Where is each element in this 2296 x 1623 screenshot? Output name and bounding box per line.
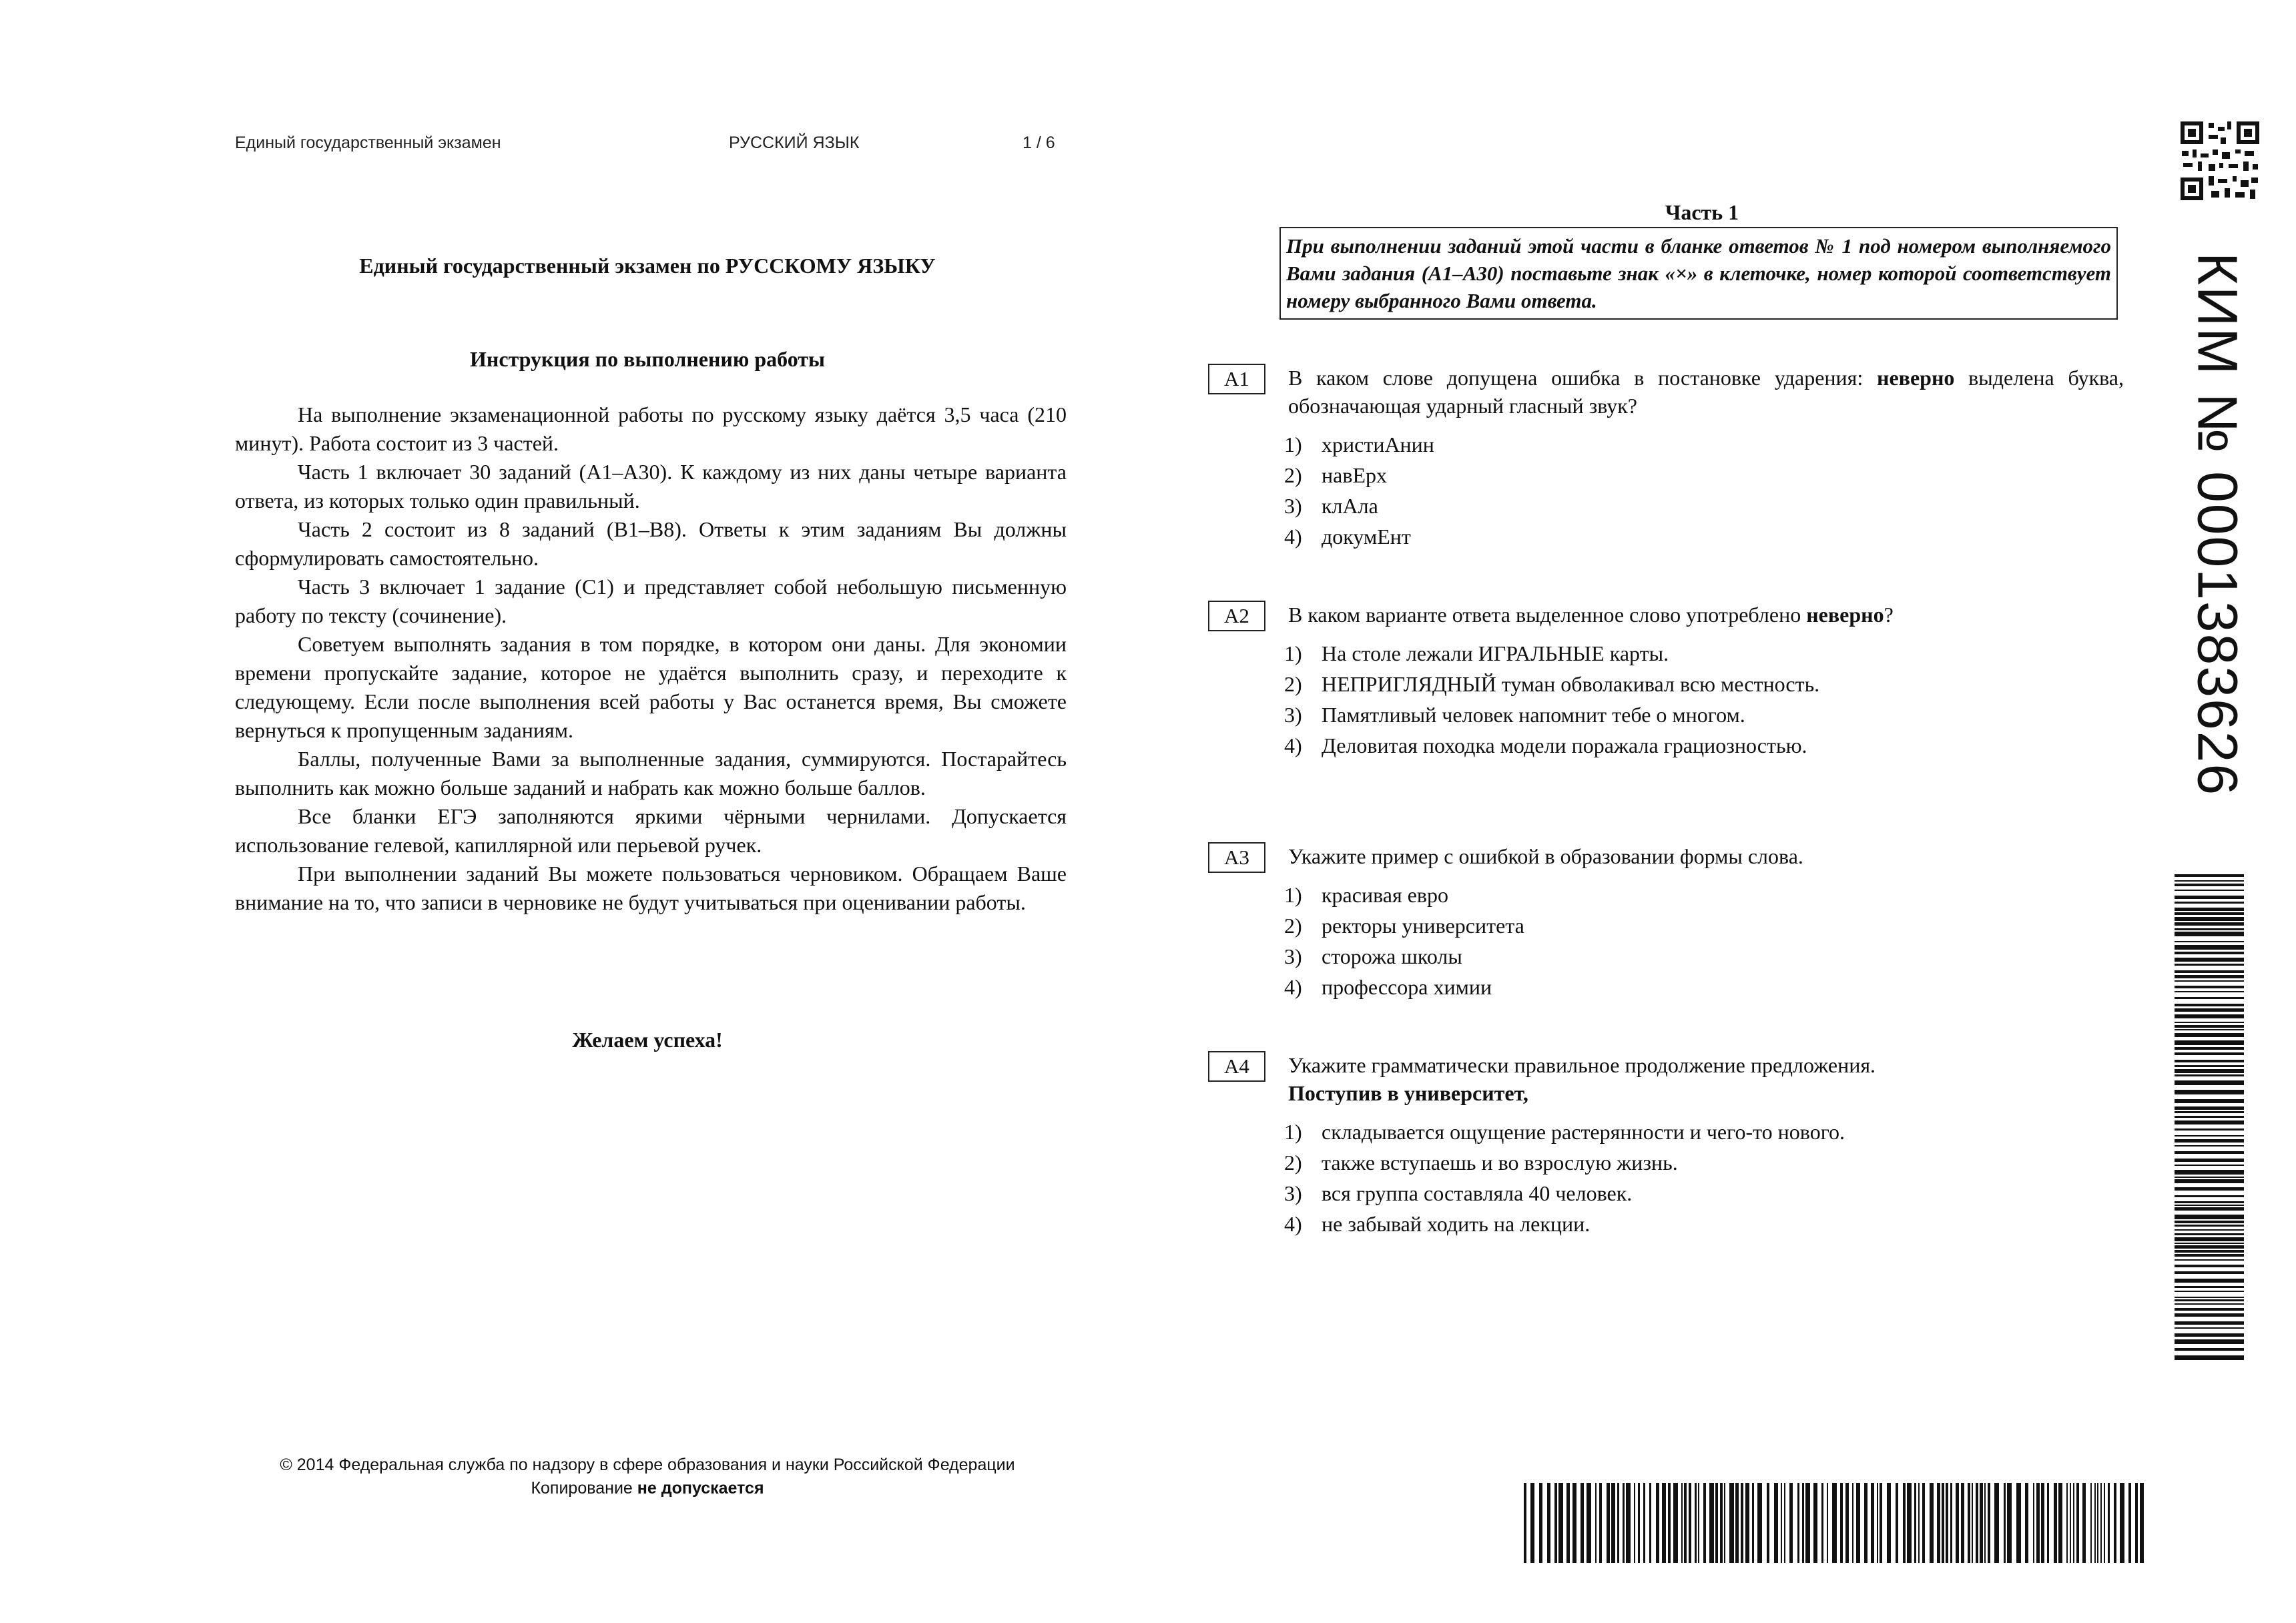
barcode-bar (1984, 1483, 1986, 1563)
option-number: 4) (1284, 1212, 1302, 1236)
barcode-bar (1937, 1483, 1940, 1563)
barcode-bar (1805, 1483, 1810, 1563)
barcode-bar (2175, 1265, 2244, 1267)
barcode-bar (2175, 922, 2244, 926)
barcode-bar (1918, 1483, 1920, 1563)
barcode-bar (2175, 945, 2244, 950)
barcode-bar (2175, 1207, 2244, 1211)
barcode-bar (2175, 1259, 2244, 1261)
barcode-bar (2175, 1069, 2244, 1073)
question-emphasis: неверно (1806, 603, 1884, 627)
barcode-bar (1832, 1483, 1837, 1563)
barcode-bar (2175, 952, 2244, 954)
barcode-bar (1950, 1483, 1952, 1563)
barcode-bar (1784, 1483, 1785, 1563)
barcode-bar (1942, 1483, 1944, 1563)
barcode-bar (1681, 1483, 1683, 1563)
barcode-bar (2175, 1165, 2244, 1166)
barcode-bar (1852, 1483, 1853, 1563)
barcode-bar (2175, 1106, 2244, 1110)
question-text: Укажите грамматически правильное продолжение предложения. (1288, 1053, 1876, 1077)
barcode-bar (1715, 1483, 1718, 1563)
barcode-bar (1649, 1483, 1651, 1563)
barcode-bar (2175, 1116, 2244, 1118)
barcode-bar (1976, 1483, 1978, 1563)
instruction-paragraph: Часть 3 включает 1 задание (С1) и представляет собой небольшую письменную работу по тексту (сочинение). (235, 575, 1067, 627)
barcode-bar (2058, 1483, 2062, 1563)
barcode-bar (2175, 917, 2244, 921)
barcode-bar (1703, 1483, 1706, 1563)
option-text: НЕПРИГЛЯДНЫЙ туман обволакивал всю местность. (1322, 672, 1820, 696)
barcode-bar (1930, 1483, 1934, 1563)
barcode-bar (1634, 1483, 1635, 1563)
instruction-paragraph: Все бланки ЕГЭ заполняются яркими чёрными чернилами. Допускается использование гелевой, капиллярной или перьевой ручек. (235, 804, 1067, 857)
answer-option (1284, 670, 2124, 701)
barcode-bar (2175, 986, 2244, 988)
barcode-bar (1988, 1483, 1990, 1563)
barcode-bar (2175, 980, 2244, 982)
barcode-bar (2108, 1483, 2110, 1563)
barcode-bar (2094, 1483, 2096, 1563)
barcode-bar (2175, 1128, 2244, 1130)
barcode-bar (1689, 1483, 1691, 1563)
barcode-bar (1587, 1483, 1591, 1563)
answer-option (1284, 639, 2124, 670)
barcode-bar (1980, 1483, 1983, 1563)
barcode-bar (2175, 1225, 2244, 1227)
copyright-line: © 2014 Федеральная служба по надзору в сфере образования и науки Российской Федерации (280, 1455, 1015, 1474)
barcode-bar (2175, 896, 2244, 899)
barcode-bar (1767, 1483, 1769, 1563)
barcode-bar (2175, 1170, 2244, 1175)
barcode-bar (2036, 1483, 2040, 1563)
barcode-bar (2175, 890, 2244, 891)
barcode-bar (1729, 1483, 1734, 1563)
exam-title: Единый государственный экзамен по РУССКОМУ ЯЗЫКУ (359, 254, 936, 278)
barcode-bar (2135, 1483, 2138, 1563)
barcode-bar (2016, 1483, 2021, 1563)
instruction-paragraph: При выполнении заданий Вы можете пользоваться черновиком. Обращаем Ваше внимание на то, что записи в черновике не будут учитываться при оценивании работы. (235, 862, 1067, 914)
barcode-bar (2175, 884, 2244, 886)
barcode-bar (2066, 1483, 2068, 1563)
barcode-bar (2175, 1004, 2244, 1006)
barcode-bar (2175, 1291, 2244, 1292)
barcode-bar (2175, 941, 2244, 942)
option-number: 1) (1284, 641, 1302, 665)
barcode-bar (2175, 970, 2244, 973)
barcode-bar (2175, 1355, 2244, 1360)
barcode-bar (1662, 1483, 1666, 1563)
barcode-bar (2175, 1052, 2244, 1055)
barcode-bar (2175, 1047, 2244, 1050)
barcode-bar (1595, 1483, 1597, 1563)
barcode-bar (1757, 1483, 1762, 1563)
barcode-bar (2128, 1483, 2131, 1563)
barcode-bar (1539, 1483, 1542, 1563)
option-number: 2) (1284, 914, 1302, 938)
option-text: красивая евро (1322, 883, 1448, 907)
barcode-bar (2175, 1187, 2244, 1191)
option-number: 1) (1284, 883, 1302, 907)
task-label: А1 (1208, 364, 1265, 394)
barcode-bar (1611, 1483, 1615, 1563)
barcode-bar (2041, 1483, 2044, 1563)
question-text: В каком слове допущена ошибка в постановке ударения: (1288, 366, 1878, 390)
option-text: Деловитая походка модели поражала грациозностью. (1322, 733, 1807, 757)
copyright-footer (227, 1453, 1068, 1500)
option-number: 2) (1284, 1151, 1302, 1175)
option-text: не забывай ходить на лекции. (1322, 1212, 1591, 1236)
barcode-bar (2175, 1060, 2244, 1062)
barcode-bar (2175, 1321, 2244, 1325)
barcode-bar (2175, 1299, 2244, 1301)
answer-option (1284, 1149, 2124, 1179)
answer-option (1284, 881, 2124, 912)
barcode-bar (2175, 1286, 2244, 1288)
option-text: докумЕнт (1322, 525, 1411, 549)
barcode-bar (2175, 880, 2244, 882)
barcode-bar (1972, 1483, 1973, 1563)
barcode-bar (1638, 1483, 1640, 1563)
barcode-bar (2175, 932, 2244, 936)
option-text: также вступаешь и во взрослую жизнь. (1322, 1151, 1678, 1175)
answer-option (1284, 701, 2124, 731)
answer-option (1284, 912, 2124, 942)
question-text-end: выделена буква, обозначающая ударный гласный звук? (1288, 366, 2124, 418)
barcode-bar (2175, 1008, 2244, 1012)
header-exam: Единый государственный экзамен (235, 133, 501, 152)
task-label: А4 (1208, 1051, 1265, 1082)
barcode-bar (2175, 1179, 2244, 1183)
answer-option (1284, 523, 2124, 553)
barcode-bar (2175, 1237, 2244, 1241)
barcode-bar (1789, 1483, 1793, 1563)
barcode-bar (1673, 1483, 1678, 1563)
header-subject: РУССКИЙ ЯЗЫК (729, 133, 860, 152)
barcode-bar (2070, 1483, 2071, 1563)
option-text: складывается ощущение растерянности и чего-то нового. (1322, 1120, 1845, 1144)
option-text: клАла (1322, 494, 1378, 518)
barcode-bar (2004, 1483, 2006, 1563)
barcode-bar (2175, 1145, 2244, 1147)
barcode-bar (1907, 1483, 1912, 1563)
answer-options (1284, 639, 2124, 762)
barcode-bar (2175, 902, 2244, 904)
barcode-bar (1607, 1483, 1610, 1563)
barcode-bar (1684, 1483, 1687, 1563)
instruction-paragraph: Баллы, полученные Вами за выполненные задания, суммируются. Постарайтесь выполнить как можно больше заданий и набрать как можно больше баллов. (235, 747, 1067, 799)
copy-restriction-bold: не допускается (637, 1479, 764, 1498)
barcode-bar (1845, 1483, 1849, 1563)
barcode-bar (2175, 1313, 2244, 1317)
question-emphasis: Поступив в университет, (1288, 1081, 1528, 1105)
task-question: Укажите пример с ошибкой в образовании формы слова. (1288, 844, 1803, 868)
option-number: 3) (1284, 703, 1302, 727)
barcode-bar (2175, 1099, 2244, 1103)
barcode-bar (2100, 1483, 2102, 1563)
option-text: На столе лежали ИГРАЛЬНЫЕ карты. (1322, 641, 1669, 665)
copy-restriction-line (227, 1477, 1068, 1500)
barcode-bar (1813, 1483, 1817, 1563)
barcode-bar (2114, 1483, 2116, 1563)
barcode-bar (1745, 1483, 1749, 1563)
barcode-bar (2175, 874, 2244, 877)
barcode-bar (1827, 1483, 1828, 1563)
barcode-bar (2175, 1139, 2244, 1143)
barcode-bar (1840, 1483, 1843, 1563)
barcode-bar (2175, 928, 2244, 930)
barcode-bar (2097, 1483, 2098, 1563)
barcode-bar (1877, 1483, 1878, 1563)
option-number: 3) (1284, 494, 1302, 518)
barcode-bar (2140, 1483, 2144, 1563)
barcode-bar (2175, 1303, 2244, 1305)
barcode-bar (2175, 1025, 2244, 1028)
barcode-bar (2175, 1040, 2244, 1045)
barcode-bar (2054, 1483, 2057, 1563)
barcode-bar (1720, 1483, 1723, 1563)
barcode-bar (1709, 1483, 1714, 1563)
kim-number (2184, 252, 2251, 853)
task-a2 (1208, 601, 2124, 762)
barcode-bar (1724, 1483, 1725, 1563)
vertical-barcode-icon (2175, 874, 2244, 1361)
barcode-bar (1698, 1483, 1699, 1563)
barcode-bar (1626, 1483, 1631, 1563)
option-text: христиАнин (1322, 432, 1434, 456)
task-question (1288, 1051, 2124, 1107)
barcode-bar (2025, 1483, 2028, 1563)
barcode-bar (1581, 1483, 1584, 1563)
barcode-bar (1524, 1483, 1526, 1563)
barcode-bar (2175, 908, 2244, 911)
answer-options (1284, 430, 2124, 553)
kim-number-text: КИМ № 0001383626 (2186, 252, 2249, 797)
barcode-bar (2175, 1159, 2244, 1162)
barcode-bar (1774, 1483, 1778, 1563)
instruction-paragraph: Часть 1 включает 30 заданий (А1–А30). К каждому из них даны четыре варианта ответа, из которых только один правильный. (235, 460, 1067, 513)
answer-option (1284, 1179, 2124, 1210)
task-a4 (1208, 1051, 2124, 1241)
barcode-bar (2175, 1215, 2244, 1219)
task-a1 (1208, 364, 2124, 553)
barcode-bar (1643, 1483, 1645, 1563)
barcode-bar (2175, 964, 2244, 966)
barcode-bar (2175, 1195, 2244, 1197)
option-text: вся группа составляла 40 человек. (1322, 1181, 1633, 1205)
copy-restriction-prefix: Копирование (531, 1479, 637, 1498)
answer-options (1284, 881, 2124, 1004)
barcode-bar (2047, 1483, 2049, 1563)
barcode-bar (2076, 1483, 2079, 1563)
barcode-bar (1572, 1483, 1576, 1563)
task-question (1288, 364, 2124, 420)
barcode-bar (2175, 1297, 2244, 1298)
barcode-bar (2175, 1177, 2244, 1178)
barcode-bar (2175, 1205, 2244, 1206)
question-text: В каком варианте ответа выделенное слово употреблено (1288, 603, 1807, 627)
barcode-bar (1752, 1483, 1754, 1563)
option-text: навЕрх (1322, 463, 1387, 487)
barcode-bar (1566, 1483, 1570, 1563)
barcode-bar (1887, 1483, 1891, 1563)
barcode-bar (2104, 1483, 2105, 1563)
barcode-bar (1623, 1483, 1625, 1563)
answer-option (1284, 973, 2124, 1004)
barcode-bar (2073, 1483, 2074, 1563)
barcode-bar (2175, 1151, 2244, 1154)
instructions-title: Инструкция по выполнению работы (470, 347, 825, 371)
barcode-bar (1547, 1483, 1550, 1563)
barcode-bar (2175, 1033, 2244, 1037)
barcode-bar (2175, 958, 2244, 962)
task-label: А2 (1208, 601, 1265, 631)
barcode-bar (1558, 1483, 1563, 1563)
barcode-bar (1914, 1483, 1916, 1563)
barcode-bar (1896, 1483, 1898, 1563)
header-page-number: 1 / 6 (1023, 133, 1055, 152)
instruction-paragraph: Часть 2 состоит из 8 заданий (В1–В8). Ответы к этим заданиям Вы должны сформулировать самостоятельно. (235, 517, 1067, 570)
barcode-bar (2175, 1348, 2244, 1351)
question-emphasis: неверно (1877, 366, 1955, 390)
barcode-bar (2175, 1221, 2244, 1223)
barcode-bar (1797, 1483, 1799, 1563)
answer-option (1284, 942, 2124, 973)
barcode-bar (2175, 1065, 2244, 1067)
barcode-bar (2175, 1327, 2244, 1329)
instructions-text (235, 400, 1067, 917)
option-number: 4) (1284, 975, 1302, 999)
qr-code-icon (2179, 120, 2261, 202)
barcode-bar (2175, 975, 2244, 978)
good-luck-text: Желаем успеха! (572, 1028, 723, 1052)
barcode-bar (2175, 1308, 2244, 1311)
barcode-bar (1695, 1483, 1697, 1563)
barcode-bar (1735, 1483, 1739, 1563)
answer-option (1284, 492, 2124, 523)
barcode-bar (2175, 1271, 2244, 1274)
answer-option (1284, 731, 2124, 762)
barcode-bar (2082, 1483, 2086, 1563)
option-number: 1) (1284, 432, 1302, 456)
barcode-bar (2175, 1233, 2244, 1235)
barcode-bar (2175, 1201, 2244, 1203)
task-a3 (1208, 842, 2124, 1004)
option-number: 4) (1284, 733, 1302, 757)
barcode-bar (2175, 1080, 2244, 1085)
option-number: 2) (1284, 463, 1302, 487)
answer-options (1284, 1118, 2124, 1241)
barcode-bar (2175, 912, 2244, 915)
option-number: 4) (1284, 525, 1302, 549)
part-title: Часть 1 (1665, 200, 1739, 224)
option-number: 2) (1284, 672, 1302, 696)
barcode-bar (2175, 1250, 2244, 1253)
barcode-bar (2120, 1483, 2124, 1563)
barcode-bar (2175, 1090, 2244, 1094)
question-text-end: ? (1884, 603, 1894, 627)
barcode-bar (1961, 1483, 1964, 1563)
answer-option (1284, 1118, 2124, 1149)
instruction-paragraph: Советуем выполнять задания в том порядке, в котором они даны. Для экономии времени пропускайте задание, которое не удаётся выполнить сразу, и переходите к следующему. Если после выполнения всей работы у Вас останется время, Вы сможете вернуться к пропущенным заданиям. (235, 632, 1067, 742)
barcode-bar (1903, 1483, 1906, 1563)
option-text: Памятливый человек напомнит тебе о многом. (1322, 703, 1745, 727)
answer-option (1284, 461, 2124, 492)
barcode-bar (2175, 1111, 2244, 1113)
option-number: 1) (1284, 1120, 1302, 1144)
option-number: 3) (1284, 1181, 1302, 1205)
barcode-bar (1617, 1483, 1619, 1563)
barcode-bar (1741, 1483, 1743, 1563)
option-text: профессора химии (1322, 975, 1492, 999)
answer-option (1284, 430, 2124, 461)
barcode-bar (1864, 1483, 1868, 1563)
task-question (1288, 601, 2124, 629)
barcode-bar (2175, 1339, 2244, 1344)
task-label: А3 (1208, 842, 1265, 873)
barcode-bar (2175, 1074, 2244, 1076)
instruction-paragraph: На выполнение экзаменационной работы по русскому языку даётся 3,5 часа (210 минут). Работа состоит из 3 частей. (235, 402, 1067, 455)
option-text: ректоры университета (1322, 914, 1524, 938)
barcode-bar (1802, 1483, 1804, 1563)
barcode-bar (1554, 1483, 1557, 1563)
barcode-bar (2175, 1029, 2244, 1030)
barcode-bar (2007, 1483, 2012, 1563)
barcode-bar (2175, 1245, 2244, 1249)
part-instructions-box: При выполнении заданий этой части в бланке ответов № 1 под номером выполняемого Вами задания (А1–А30) поставьте знак «×» в клеточке, номер которой соответствует номеру выбранного Вами ответа. (1279, 227, 2118, 320)
barcode-bar (2175, 1279, 2244, 1283)
barcode-bar (1599, 1483, 1602, 1563)
barcode-bar (1656, 1483, 1659, 1563)
barcode-bar (2175, 1243, 2244, 1244)
barcode-bar (1781, 1483, 1782, 1563)
barcode-bar (2175, 1254, 2244, 1257)
barcode-bar (1821, 1483, 1823, 1563)
barcode-bar (2090, 1483, 2092, 1563)
barcode-bar (2175, 1333, 2244, 1337)
barcode-bar (2175, 991, 2244, 992)
barcode-bar (1856, 1483, 1860, 1563)
barcode-bar (2175, 1120, 2244, 1124)
barcode-bar (1668, 1483, 1671, 1563)
barcode-bar (2175, 1135, 2244, 1137)
answer-option (1284, 1210, 2124, 1241)
barcode-bar (1530, 1483, 1534, 1563)
barcode-bar (2175, 1022, 2244, 1023)
option-number: 3) (1284, 944, 1302, 968)
barcode-bar (1994, 1483, 1999, 1563)
barcode-bar (2033, 1483, 2034, 1563)
barcode-bar (1922, 1483, 1925, 1563)
barcode-bar (2175, 997, 2244, 999)
horizontal-barcode-icon (1524, 1483, 2144, 1563)
barcode-bar (1946, 1483, 1948, 1563)
barcode-bar (1871, 1483, 1874, 1563)
barcode-bar (1880, 1483, 1882, 1563)
option-text: сторожа школы (1322, 944, 1462, 968)
barcode-bar (1968, 1483, 1970, 1563)
barcode-bar (2175, 1014, 2244, 1018)
barcode-bar (1956, 1483, 1959, 1563)
barcode-bar (2175, 1229, 2244, 1231)
